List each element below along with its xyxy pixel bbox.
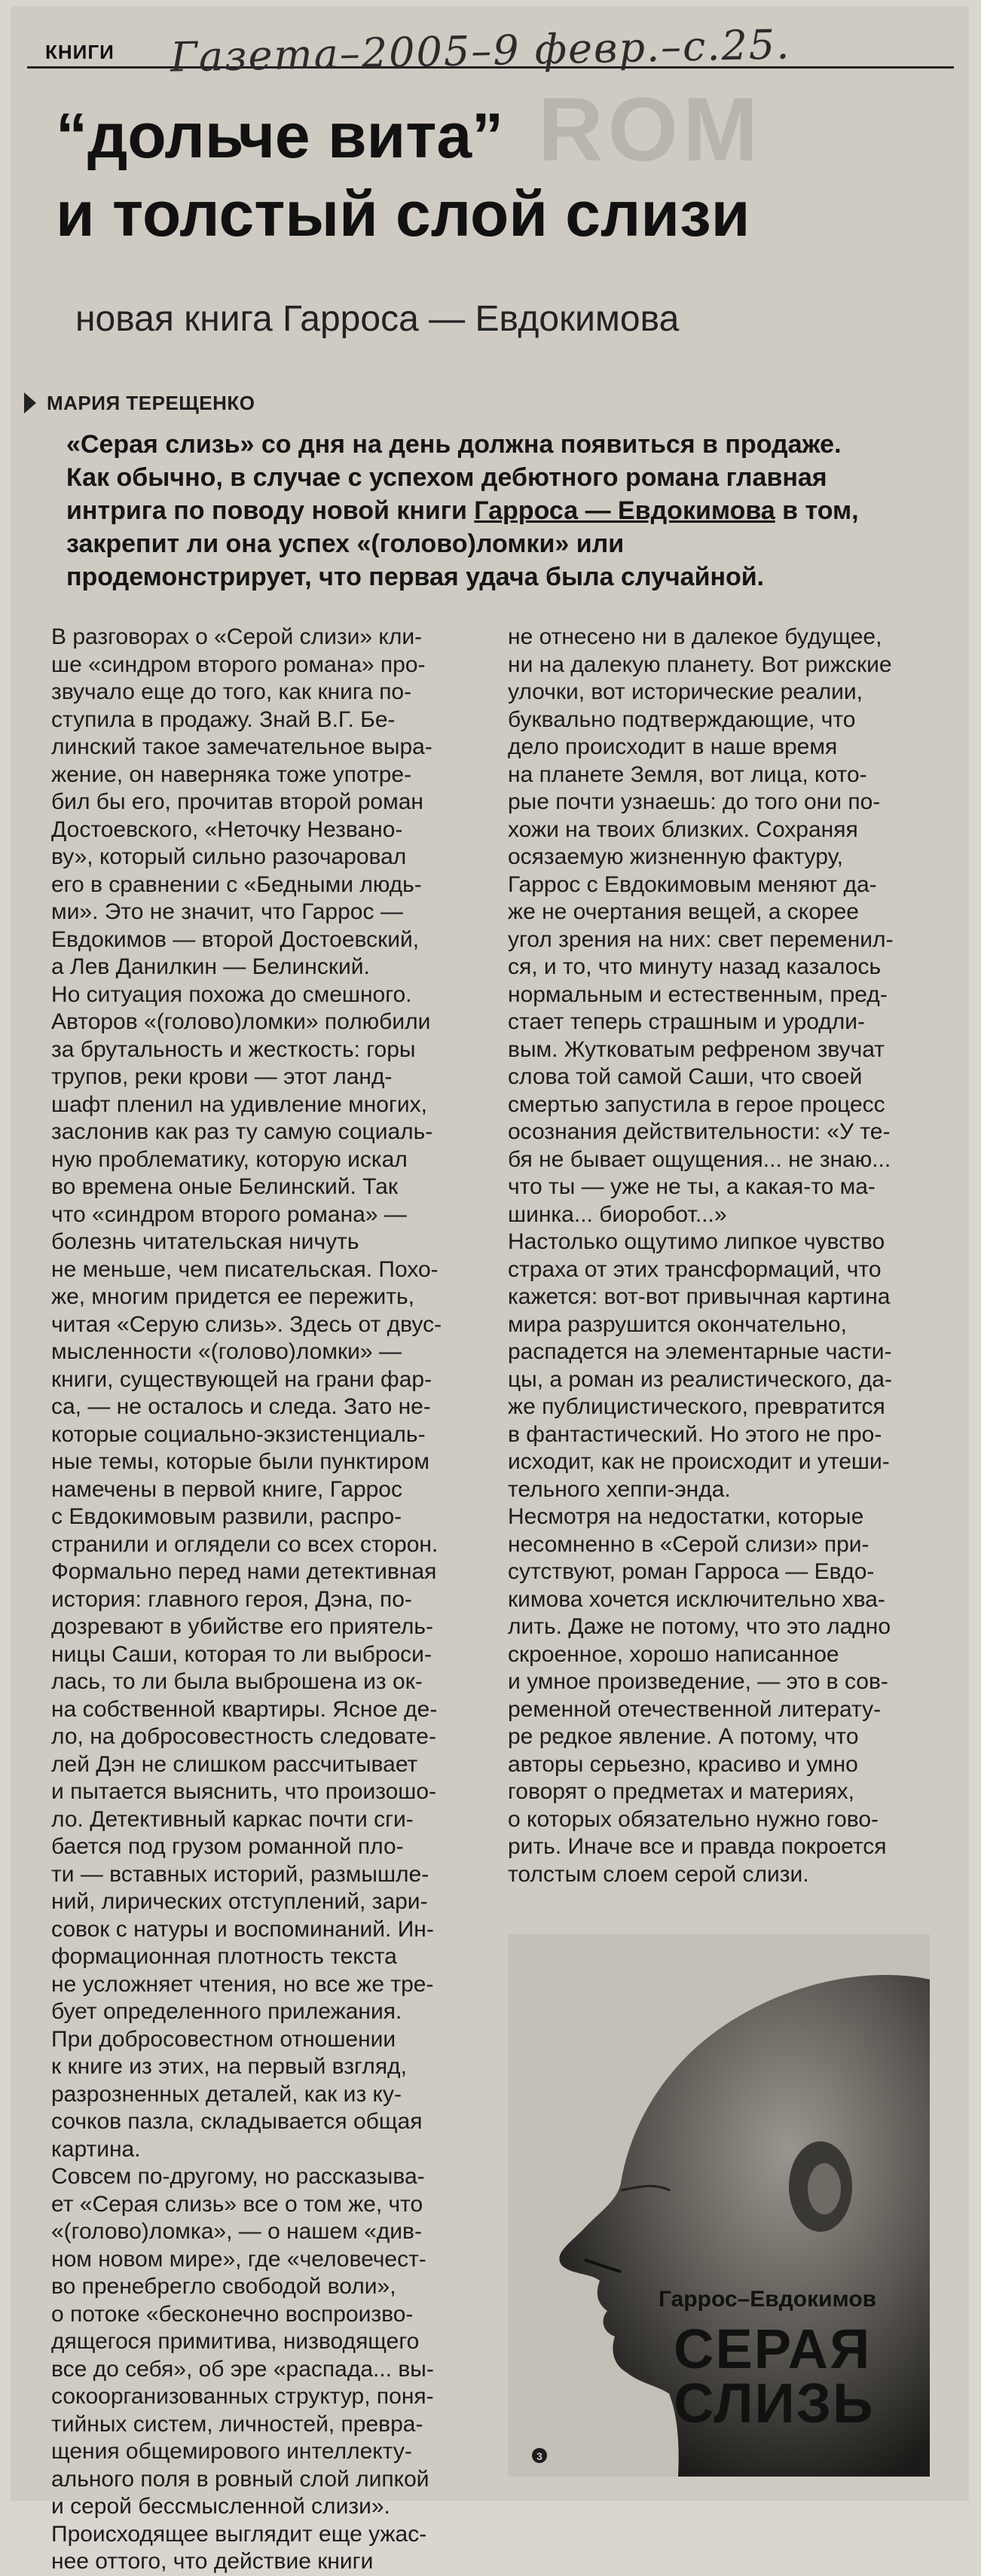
article-text-line: лей Дэн не слишком рассчитывает (51, 1751, 418, 1777)
article-text-line: же публицистического, превратится (508, 1394, 885, 1419)
article-text-line: и умное произведение, — это в сов- (508, 1669, 888, 1694)
background-watermark: ROM (538, 79, 762, 180)
article-text-line: дящегося примитива, низводящего (51, 2329, 420, 2354)
article-text-line: и серой бессмысленной слизи». (51, 2494, 390, 2519)
article-text-line: о потоке «бесконечно воспроизво- (51, 2301, 414, 2327)
article-text-line: лась, то ли была выброшена из ок- (51, 1669, 423, 1694)
article-text-line: Несмотря на недостатки, которые (508, 1504, 864, 1529)
cover-title-line-1: СЕРАЯ (674, 2318, 872, 2380)
article-text-line: улочки, вот исторические реалии, (508, 679, 863, 704)
article-text-line: распадется на элементарные части- (508, 1339, 892, 1364)
lead-line (66, 494, 933, 527)
article-text-line: сокоорганизованных структур, поня- (51, 2384, 434, 2409)
article-text-line: на планете Земля, вот лица, кото- (508, 762, 867, 787)
article-text-line: ные темы, которые были пунктиром (51, 1449, 430, 1474)
article-text-line: звучало еще до того, как книга по- (51, 679, 412, 704)
article-text-line: ми». Это не значит, что Гаррос — (51, 899, 403, 924)
article-text-line: хожи на твоих близких. Сохраняя (508, 816, 858, 842)
author-arrow-icon (24, 392, 36, 414)
newspaper-page (11, 6, 969, 2574)
article-text-line: же, многим придется ее пережить, (51, 1284, 415, 1309)
article-text-line: Гаррос с Евдокимовым меняют да- (508, 871, 877, 897)
article-text-line: са, — не осталось и следа. Зато не- (51, 1394, 431, 1419)
article-text-line: ременной отечественной литерату- (508, 1696, 882, 1722)
article-title (56, 96, 945, 253)
article-text-line: в фантастический. Но этого не про- (508, 1421, 882, 1447)
article-text-line: ло, на добросовестность следовате- (51, 1724, 436, 1749)
article-text-line: жение, он наверняка тоже употре- (51, 762, 412, 787)
article-text-line: линский такое замечательное выра- (51, 734, 432, 759)
lead-line: «Серая слизь» со дня на день должна появиться в продаже. (66, 430, 842, 459)
article-text-line: на собственной квартиры. Ясное де- (51, 1696, 438, 1722)
lead-line: Как обычно, в случае с успехом дебютного романа главная (66, 463, 827, 492)
article-text-line: странили и оглядели со всех сторон. (51, 1531, 439, 1557)
article-text-line: трупов, реки крови — этот ланд- (51, 1064, 393, 1089)
article-text-line: книги, существующей на грани фар- (51, 1366, 432, 1392)
article-text-line: формационная плотность текста (51, 1944, 397, 1969)
article-text-line: Достоевского, «Неточку Незвано- (51, 816, 403, 842)
article-text-line: кимова хочется исключительно хва- (508, 1586, 885, 1612)
article-text-line: мысленности «(голово)ломки» — (51, 1339, 402, 1364)
article-text-line: с Евдокимовым развили, распро- (51, 1504, 402, 1529)
article-text-line: мира разрушится окончательно, (508, 1311, 847, 1337)
cover-title-line-2: СЛИЗЬ (674, 2372, 875, 2434)
article-text-line: ном новом мире», где «человечест- (51, 2246, 426, 2272)
article-text-line: во времена оные Белинский. Так (51, 1174, 398, 1199)
article-text-line: щения общемирового интеллекту- (51, 2439, 412, 2464)
article-text-line: не отнесено ни в далекое будущее, (508, 624, 882, 649)
article-text-line: «(голово)ломка», — о нашем «див- (51, 2219, 422, 2244)
article-text-line: Происходящее выглядит еще ужас- (51, 2521, 427, 2547)
article-text-line: шинка... биоробот...» (508, 1201, 727, 1227)
article-text-line: и пытается выяснить, что произошо- (51, 1779, 437, 1804)
article-text-line: При добросовестном отношении (51, 2026, 396, 2052)
article-text-line: ву», который сильно разочаровал (51, 844, 407, 869)
article-text-line: нее оттого, что действие книги (51, 2549, 374, 2574)
cover-author: Гаррос–Евдокимов (659, 2287, 877, 2312)
header-bar (27, 20, 954, 81)
article-text-line: бует определенного прилежания. (51, 1999, 402, 2024)
article-text-line: ло. Детективный каркас почти сги- (51, 1806, 414, 1832)
article-text-line: ницы Саши, которая то ли выброси- (51, 1641, 432, 1667)
article-text-line: во пренебрегло свободой воли», (51, 2274, 396, 2299)
article-text-line: цы, а роман из реалистического, да- (508, 1366, 892, 1392)
article-text-line: ального поля в ровный слой липкой (51, 2466, 429, 2492)
article-text-line: Авторов «(голово)ломки» полюбили (51, 1009, 431, 1034)
article-text-line: нормальным и естественным, пред- (508, 981, 888, 1007)
article-text-line: намечены в первой книге, Гаррос (51, 1476, 402, 1502)
article-text-line: к книге из этих, на первый взгляд, (51, 2054, 407, 2079)
article-text-line: что ты — уже не ты, а какая-то ма- (508, 1174, 876, 1199)
article-text-line: угол зрения на них: свет переменил- (508, 926, 894, 952)
book-cover-image (508, 1934, 930, 2477)
article-text-line: скроенное, хорошо написанное (508, 1641, 839, 1667)
article-text-line: болезнь читательская ничуть (51, 1229, 359, 1254)
article-text-line: ную проблематику, которую искал (51, 1146, 408, 1172)
article-text-line: кажется: вот-вот привычная картина (508, 1284, 891, 1309)
article-text-line: ступила в продажу. Знай В.Г. Бе- (51, 707, 396, 732)
article-text-line: дело происходит в наше время (508, 734, 838, 759)
article-text-line: рить. Иначе все и правда покроется (508, 1834, 887, 1859)
article-text-line: ний, лирических отступлений, зари- (51, 1889, 428, 1914)
article-text-line: несомненно в «Серой слизи» при- (508, 1531, 869, 1557)
article-text-line: В разговорах о «Серой слизи» кли- (51, 624, 423, 649)
lead-line: продемонстрирует, что первая удача была случайной. (66, 563, 765, 591)
article-text-line: тельного хеппи-энда. (508, 1476, 731, 1502)
article-text-line: Настолько ощутимо липкое чувство (508, 1229, 885, 1254)
article-text-line: осознания действительности: «У те- (508, 1119, 891, 1144)
article-text-line: Но ситуация похожа до смешного. (51, 981, 412, 1007)
article-text-line: ни на далекую планету. Вот рижские (508, 652, 892, 677)
article-text-line: а Лев Данилкин — Белинский. (51, 954, 370, 979)
article-text-line: его в сравнении с «Бедными людь- (51, 871, 422, 897)
article-text-line: Формально перед нами детективная (51, 1559, 437, 1584)
lead-line: закрепит ли она успех «(голово)ломки» или (66, 530, 625, 558)
article-text-line: о которых обязательно нужно гово- (508, 1806, 879, 1832)
article-text-line: история: главного героя, Дэна, по- (51, 1586, 412, 1612)
article-text-line: осязаемую жизненную фактуру, (508, 844, 843, 869)
article-text-line: бается под грузом романной пло- (51, 1834, 404, 1859)
article-text-line: бил бы его, прочитав второй роман (51, 789, 423, 814)
article-text-line: сутствуют, роман Гарроса — Евдо- (508, 1559, 875, 1584)
article-text-line: которые социально-экзистенциаль- (51, 1421, 426, 1447)
rubric-label: КНИГИ (45, 41, 115, 63)
article-text-line: Совсем по-другому, но рассказыва- (51, 2164, 425, 2189)
cover-title (674, 2318, 875, 2434)
title-line-1: “дольче вита” (56, 100, 504, 171)
article-column-2 (508, 624, 960, 1888)
article-text-line: шафт пленил на удивление многих, (51, 1091, 427, 1117)
article-lead (66, 428, 933, 594)
article-text-line: слова той самой Саши, что своей (508, 1064, 863, 1089)
article-text-line: разрозненных деталей, как из ку- (51, 2081, 402, 2107)
title-line-2: и толстый слой слизи (56, 179, 750, 249)
article-text-line: бя не бывает ощущения... не знаю... (508, 1146, 891, 1172)
article-text-line: рые почти узнаешь: до того они по- (508, 789, 881, 814)
article-text-line: ся, и то, что минуту назад казалось (508, 954, 882, 979)
lead-text: интрига по поводу новой книги (66, 496, 475, 525)
lead-text: в том, (775, 496, 859, 525)
article-text-line: вым. Жутковатым рефреном звучат (508, 1036, 885, 1062)
article-author: МАРИЯ ТЕРЕЩЕНКО (47, 392, 255, 414)
article-text-line: заслонив как раз ту самую социаль- (51, 1119, 433, 1144)
article-subtitle: новая книга Гарроса — Евдокимова (75, 299, 680, 339)
article-text-line: Евдокимов — второй Достоевский, (51, 926, 420, 952)
article-text-line: смертью запустила в герое процесс (508, 1091, 885, 1117)
article-text-line: ти — вставных историй, размышле- (51, 1861, 429, 1887)
article-text-line: лить. Даже не потому, что это ладно (508, 1614, 891, 1639)
article-text-line: что «синдром второго романа» — (51, 1201, 407, 1227)
article-text-line: ре редкое явление. А потому, что (508, 1724, 859, 1749)
article-text-line: не усложняет чтения, но все же тре- (51, 1971, 434, 1997)
article-text-line: читая «Серую слизь». Здесь от двус- (51, 1311, 442, 1337)
article-text-line: стает теперь страшным и уродли- (508, 1009, 866, 1034)
lead-underlined-authors: Гарроса — Евдокимова (474, 496, 775, 525)
article-text-line: исходит, как не происходит и утеши- (508, 1449, 890, 1474)
article-text-line: совок с натуры и воспоминаний. Ин- (51, 1916, 434, 1942)
article-text-line: сочков пазла, складывается общая (51, 2109, 423, 2134)
article-text-line: ше «синдром второго романа» про- (51, 652, 426, 677)
handwritten-annotation: Газета–2005–9 февр.–с.25. (170, 20, 791, 81)
article-text-line: авторы серьезно, красиво и умно (508, 1751, 858, 1777)
article-text-line: же не очертания вещей, а скорее (508, 899, 859, 924)
article-text-line: страха от этих трансформаций, что (508, 1256, 882, 1282)
article-column-1 (51, 624, 503, 2576)
article-text-line: буквально подтверждающие, что (508, 707, 856, 732)
article-text-line: тийных систем, личностей, превра- (51, 2411, 423, 2437)
article-text-line: все до себя», об эре «распада... вы- (51, 2356, 434, 2382)
article-text-line: толстым слоем серой слизи. (508, 1861, 809, 1887)
article-text-line: говорят о предметах и материях, (508, 1779, 854, 1804)
article-text-line: картина. (51, 2136, 141, 2162)
cover-page-mark: 3 (536, 2450, 542, 2462)
article-text-line: не меньше, чем писательская. Похо- (51, 1256, 439, 1282)
article-text-line: за брутальность и жесткость: горы (51, 1036, 416, 1062)
article-text-line: дозревают в убийстве его приятель- (51, 1614, 433, 1639)
article-text-line: ет «Серая слизь» все о том же, что (51, 2191, 423, 2217)
